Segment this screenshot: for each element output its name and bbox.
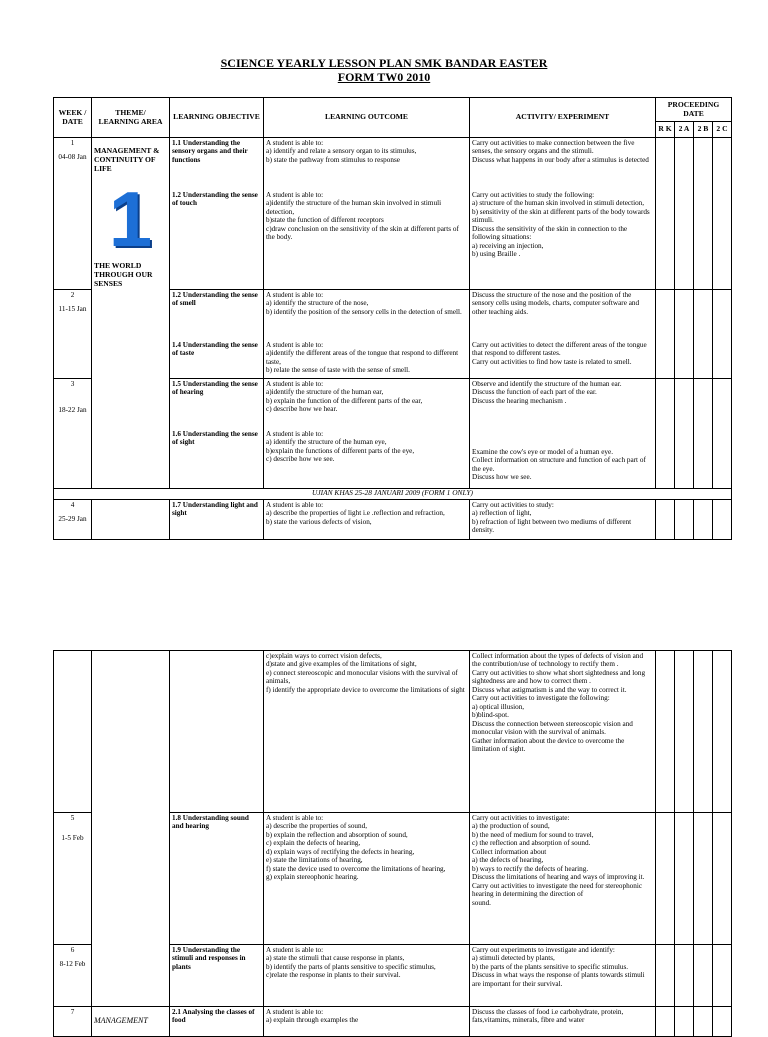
exam-notice: UJIAN KHAS 25-28 JANUARI 2009 (FORM 1 ONLY)	[54, 489, 732, 500]
table-row	[54, 651, 732, 813]
objective-cell: 1.8 Understanding sound and hearing	[170, 813, 264, 945]
table-row	[54, 500, 732, 540]
week-cell: 3 18-22 Jan	[54, 379, 92, 489]
activity-cell: Carry out experiments to investigate and identify: a) stimuli detected by plants, b) the parts of the plants sensitive to specific stimulus. Discuss in what ways the response of plants towards stimuli are important for their survival.	[470, 945, 656, 1007]
outcome-cell: A student is able to: a) describe the properties of sound, b) explain the reflection and absorption of sound, c) explain the defects of hearing, d) explain ways of rectifying the defects in hearing, e) state the limitations of hearing, f) state the device used to overcome the limitations of hearing, g) explain stereophonic hearing.	[264, 813, 470, 945]
lesson-plan-table-page1	[53, 97, 732, 540]
objective-cell: 2.1 Analysing the classes of food	[170, 1007, 264, 1037]
activity-cell: Discuss the structure of the nose and the position of the sensory cells using models, charts, computer software and other teaching aids. Carry out activities to detect the different areas of the tongue that respond to different tastes. Carry out activities to find how taste is related to smell.	[470, 290, 656, 379]
activity-cell: Carry out activities to study: a) reflection of light, b) refraction of light between two mediums of different density.	[470, 500, 656, 540]
theme-subtitle: THE WORLD THROUGH OUR SENSES	[94, 260, 153, 288]
theme-cell	[92, 138, 170, 489]
outcome-cell: A student is able to: a) state the stimuli that cause response in plants, b) identify the parts of plants sensitive to specific stimulus, c)relate the response in plants to their survival.	[264, 945, 470, 1007]
col-header-outcome: LEARNING OUTCOME	[264, 98, 470, 138]
outcome-cell: c)explain ways to correct vision defects, d)state and give examples of the limitations of sight, e) connect stereoscopic and monocular visions with the survival of animals, f) identify the appropriate device to overcome the limitations of sight	[264, 651, 470, 813]
table-row	[54, 1007, 732, 1037]
week-cell: 7	[54, 1007, 92, 1037]
week-cell: 5 1-5 Feb	[54, 813, 92, 945]
outcome-cell: A student is able to: a) describe the properties of light i.e .reflection and refraction, b) state the various defects of vision,	[264, 500, 470, 540]
outcome-cell: A student is able to: a) explain through examples the	[264, 1007, 470, 1037]
week-cell: 1 04-08 Jan	[54, 138, 92, 290]
table-row	[54, 138, 732, 290]
col-header-2c: 2 C	[713, 122, 732, 138]
week-cell: 4 25-29 Jan	[54, 500, 92, 540]
outcome-cell: A student is able to: a) identify and relate a sensory organ to its stimulus, b) state the pathway from stimulus to response A student is able to: a)identify the structure of the human skin involved in stimuli detection, b)state the function of different receptors c)draw conclusion on the sensitivity of the skin at different parts of the body.	[264, 138, 470, 290]
objective-cell: 1.7 Understanding light and sight	[170, 500, 264, 540]
outcome-cell: A student is able to: a)identify the structure of the human ear, b) explain the function of the different parts of the ear, c) describe how we hear. A student is able to: a) identify the structure of the human eye, b)explain the functions of different parts of the eye, c) describe how we see.	[264, 379, 470, 489]
lesson-plan-table-page2	[53, 650, 732, 1037]
activity-cell: Carry out activities to make connection between the five senses, the sensory organs and the stimuli. Discuss what happens in our body after a stimulus is detected Carry out activities to study the following: a) structure of the human skin involved in stimuli detection, b) sensitivity of the skin at different parts of the body towards stimuli. Discuss the sensitivity of the skin in connection to the following situations: a) receiving an injection, b) using Braille .	[470, 138, 656, 290]
outcome-cell: A student is able to: a) identify the structure of the nose, b) identify the position of the sensory cells in the detection of smell. A student is able to: a)identify the different areas of the tongue that respond to different taste, b) relate the sense of taste with the sense of smell.	[264, 290, 470, 379]
big-number-graphic: 1	[108, 174, 153, 263]
col-header-rk: R K	[656, 122, 675, 138]
objective-cell: 1.1 Understanding the sensory organs and their functions 1.2 Understanding the sense of touch	[170, 138, 264, 290]
week-cell: 6 8-12 Feb	[54, 945, 92, 1007]
document-title: SCIENCE YEARLY LESSON PLAN SMK BANDAR EASTER	[220, 56, 548, 70]
activity-cell: Carry out activities to investigate: a) the production of sound, b) the need of medium for sound to travel, c) the reflection and absorption of sound. Collect information about a) the defects of hearing, b) ways to rectify the defects of hearing. Discuss the limitations of hearing and ways of improving it. Carry out activities to investigate the need for stereophonic hearing in determining the direction of sound.	[470, 813, 656, 945]
week-cell: 2 11-15 Jan	[54, 290, 92, 379]
theme-title: MANAGEMENT & CONTINUITY OF LIFE	[94, 146, 160, 173]
activity-cell: Collect information about the types of defects of vision and the contribution/use of technology to rectify them . Carry out activities to show what short sightedness and long sightedness are and how to correct them . Discuss what astigmatism is and the way to correct it. Carry out activities to investigate the following: a) optical illusion, b)blind-spot. Discuss the connection between stereoscopic vision and monocular vision with the survival of animals. Gather information about the device to overcome the limitation of sight.	[470, 651, 656, 813]
activity-cell: Observe and identify the structure of the human ear. Discuss the function of each part of the ear. Discuss the hearing mechanism . Examine the cow's eye or model of a human eye. Collect information on structure and function of each part of the eye. Discuss how we see.	[470, 379, 656, 489]
objective-cell: 1.5 Understanding the sense of hearing 1.6 Understanding the sense of sight	[170, 379, 264, 489]
col-header-activity: ACTIVITY/ EXPERIMENT	[470, 98, 656, 138]
objective-cell: 1.2 Understanding the sense of smell 1.4 Understanding the sense of taste	[170, 290, 264, 379]
col-header-week: WEEK / DATE	[54, 98, 92, 138]
col-header-proceeding: PROCEEDING DATE	[656, 98, 732, 122]
col-header-theme: THEME/ LEARNING AREA	[92, 98, 170, 138]
col-header-2b: 2 B	[694, 122, 713, 138]
theme-cell: MANAGEMENT	[92, 1007, 170, 1037]
document-subtitle: FORM TW0 2010	[337, 70, 431, 84]
col-header-2a: 2 A	[675, 122, 694, 138]
activity-cell: Discuss the classes of food i.e carbohydrate, protein, fats,vitamins, minerals, fibre and water	[470, 1007, 656, 1037]
col-header-objective: LEARNING OBJECTIVE	[170, 98, 264, 138]
objective-cell: 1.9 Understanding the stimuli and responses in plants	[170, 945, 264, 1007]
